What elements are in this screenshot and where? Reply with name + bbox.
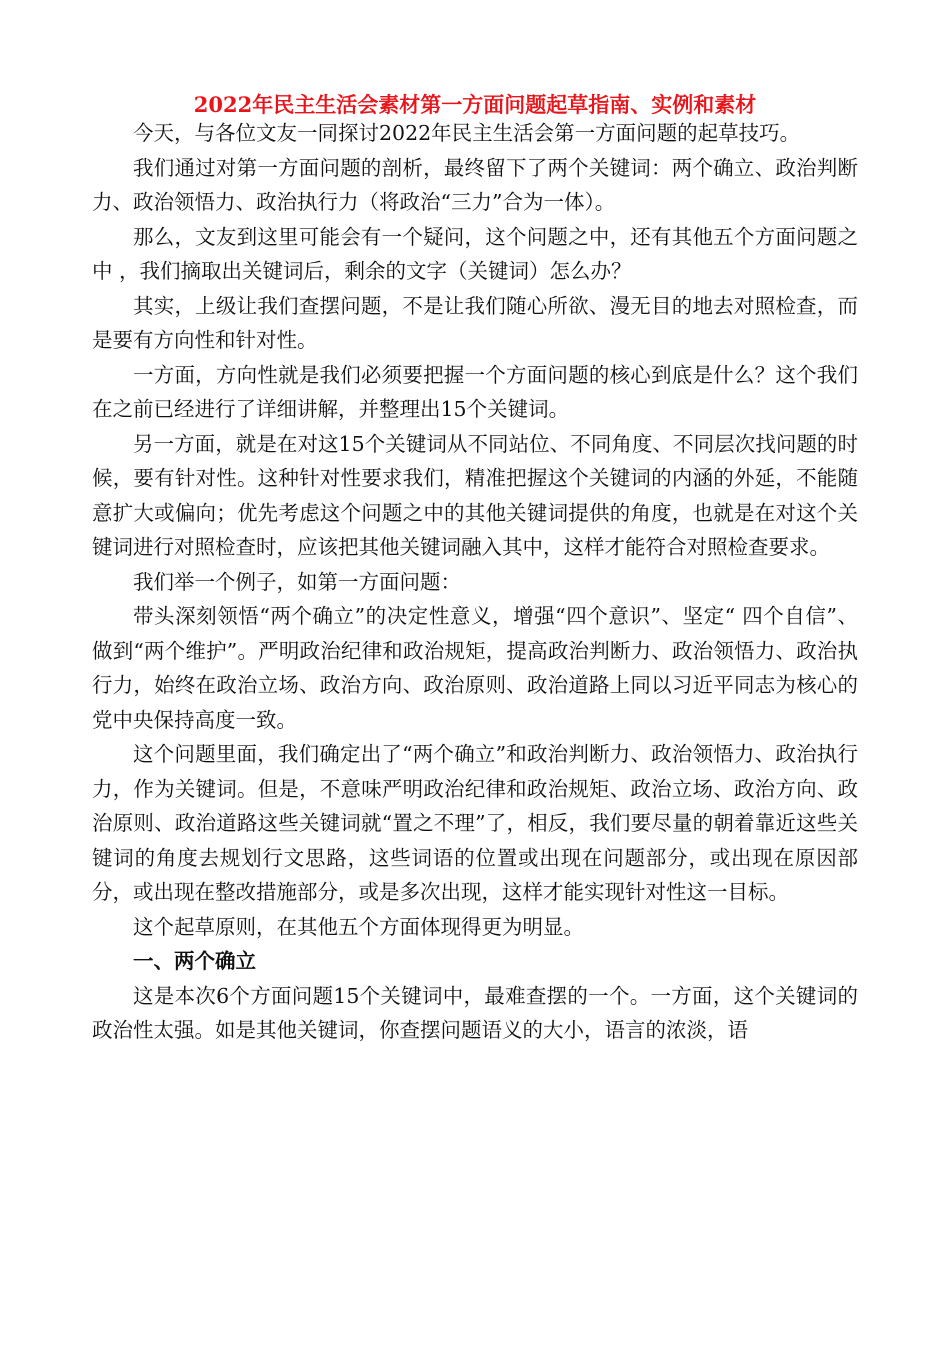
paragraph-3: 那么，文友到这里可能会有一个疑问，这个问题之中，还有其他五个方面问题之中 ，我们摘取出关键词后，剩余的文字（关键词）怎么办？ — [92, 224, 858, 283]
paragraph-5: 一方面，方向性就是我们必须要把握一个方面问题的核心到底是什么？这个我们在之前已经进行了详细讲解，并整理出15个关键词。 — [92, 362, 858, 421]
paragraph-10: 这个起草原则，在其他五个方面体现得更为明显。 — [133, 914, 584, 939]
paragraph-4: 其实，上级让我们查摆问题，不是让我们随心所欲、漫无目的地去对照检查，而是要有方向性和针对性。 — [92, 293, 858, 352]
paragraph-6: 另一方面，就是在对这15个关键词从不同站位、不同角度、不同层次找问题的时候，要有针对性。这种针对性要求我们，精准把握这个关键词的内涵的外延，不能随意扩大或偏向；优先考虑这个问题之中的其他关键词提供的角度，也就是在对这个关键词进行对照检查时，应该把其他关键词融入其中，这样才能符合对照检查要求。 — [92, 431, 858, 559]
section-paragraph-1: 这是本次6个方面问题15个关键词中，最难查摆的一个。一方面，这个关键词的政治性太强。如是其他关键词，你查摆问题语义的大小，语言的浓淡，语 — [92, 983, 858, 1042]
document-title: 2022年民主生活会素材第一方面问题起草指南、实例和素材 — [193, 92, 757, 117]
paragraph-8: 带头深刻领悟“两个确立”的决定性意义，增强“四个意识”、坚定“ 四个自信”、做到“两个维护”。严明政治纪律和政治规矩，提高政治判断力、政治领悟力、政治执行力，始终在政治立场、政治方向、政治原则、政治道路上同以习近平同志为核心的党中央保持高度一致。 — [92, 604, 858, 732]
paragraph-2: 我们通过对第一方面问题的剖析，最终留下了两个关键词：两个确立、政治判断力、政治领悟力、政治执行力（将政治“三力”合为一体）。 — [92, 155, 858, 214]
document-body — [92, 116, 858, 1048]
paragraph-1: 今天，与各位文友一同探讨2022年民主生活会第一方面问题的起草技巧。 — [133, 121, 801, 145]
paragraph-7: 我们举一个例子，如第一方面问题： — [133, 569, 461, 594]
section-heading: 一、两个确立 — [133, 949, 256, 973]
paragraph-9: 这个问题里面，我们确定出了“两个确立”和政治判断力、政治领悟力、政治执行力，作为关键词。但是，不意味严明政治纪律和政治规矩、政治立场、政治方向、政治原则、政治道路这些关键词就“置之不理”了，相反，我们要尽量的朝着靠近这些关键词的角度去规划行文思路，这些词语的位置或出现在问题部分，或出现在原因部分，或出现在整改措施部分，或是多次出现，这样才能实现针对性这一目标。 — [92, 742, 858, 904]
